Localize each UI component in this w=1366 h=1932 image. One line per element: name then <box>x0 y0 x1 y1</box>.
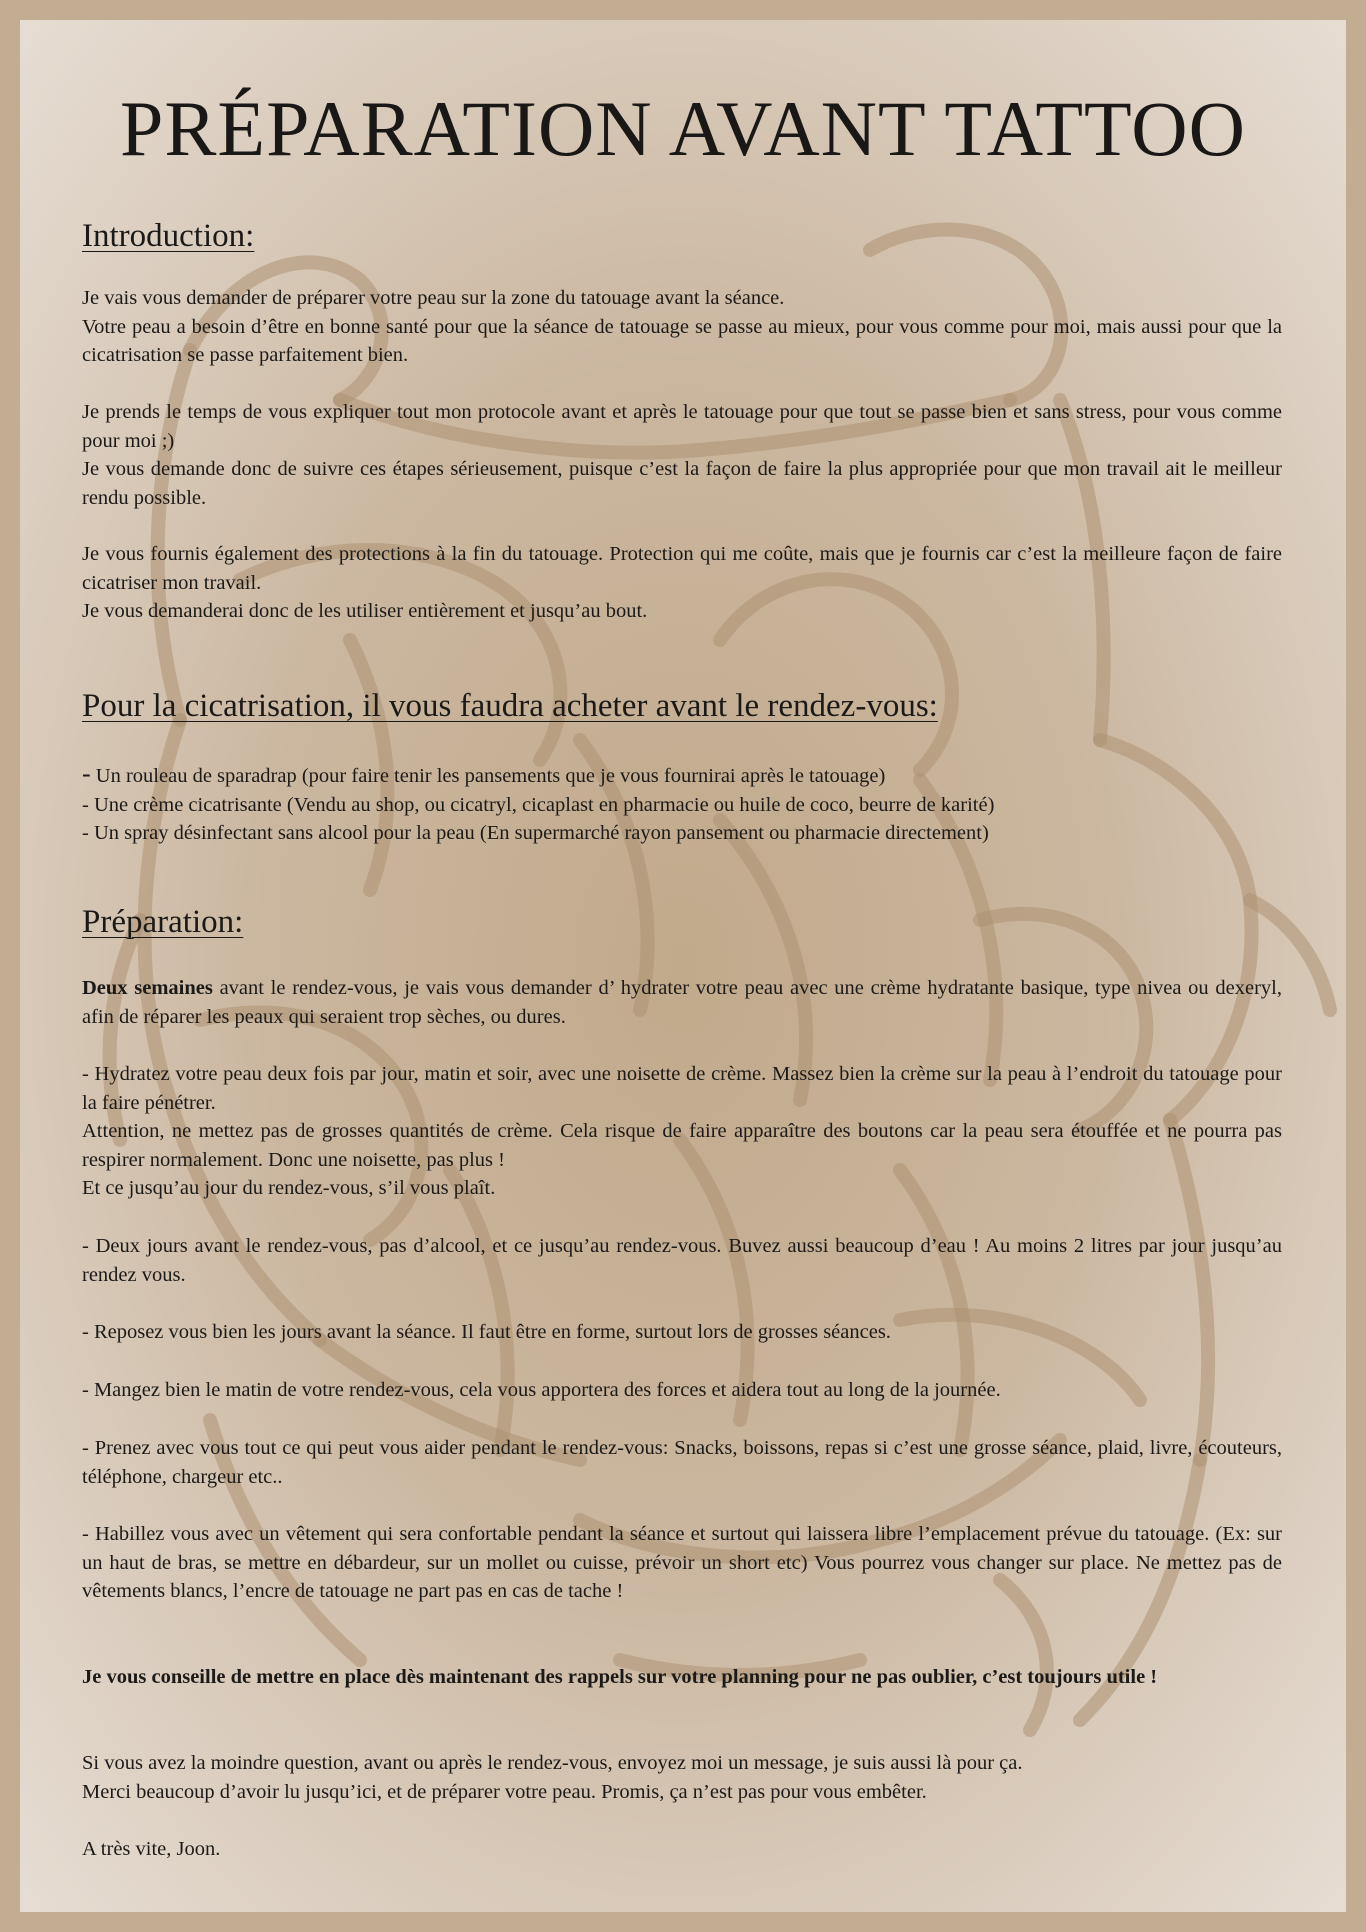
list-item: - Un spray désinfectant sans alcool pour la peau (En supermarché rayon pansement ou pharmacie directement) <box>82 822 989 844</box>
intro-paragraph: Je prends le temps de vous expliquer tout mon protocole avant et après le tatouage pour que tout se passe bien et sans stress, pour vous comme pour moi ;) <box>82 401 1282 452</box>
introduction-section <box>82 540 1282 626</box>
cicatrisation-heading: Pour la cicatrisation, il vous faudra acheter avant le rendez-vous: <box>82 688 938 724</box>
instruction-bring: - Prenez avec vous tout ce qui peut vous aider pendant le rendez-vous: Snacks, boissons, repas si c’est une grosse séance, plaid, livre, écouteurs, téléphone, chargeur etc.. <box>82 1437 1282 1488</box>
preparation-heading: Préparation: <box>82 904 244 940</box>
instruction-eat: - Mangez bien le matin de votre rendez-vous, cela vous apportera des forces et aidera tout au long de la journée. <box>82 1379 1001 1401</box>
reminder-note: Je vous conseille de mettre en place dès maintenant des rappels sur votre planning pour ne pas oublier, c’est toujours utile ! <box>82 1666 1158 1688</box>
page-title: PRÉPARATION AVANT TATTOO <box>120 85 1246 172</box>
list-item: - Une crème cicatrisante (Vendu au shop, ou cicatryl, cicaplast en pharmacie ou huile de coco, beurre de karité) <box>82 793 995 816</box>
introduction-section <box>82 398 1282 512</box>
intro-paragraph: Je vous demanderai donc de les utiliser entièrement et jusqu’au bout. <box>82 600 648 622</box>
closing-message: Si vous avez la moindre question, avant ou après le rendez-vous, envoyez moi un message, je suis aussi là pour ça. Merci beaucoup d’avoir lu jusqu’ici, et de préparer votre peau. Promis, ça n’est pas pour vous embêter. <box>82 1752 1023 1803</box>
emphasis-two-weeks: Deux semaines <box>82 977 213 999</box>
preparation-intro: Deux semaines avant le rendez-vous, je vais vous demander d’ hydrater votre peau avec une crème hydratante basique, type nivea ou dexeryl, afin de réparer les peaux qui seraient trop sèches, ou dures. <box>82 977 1282 1028</box>
instruction-rest: - Reposez vous bien les jours avant la séance. Il faut être en forme, surtout lors de grosses séances. <box>82 1321 891 1343</box>
intro-paragraph: Je vous fournis également des protections à la fin du tatouage. Protection qui me coûte, mais que je fournis car c’est la meilleure façon de faire cicatriser mon travail. <box>82 543 1282 594</box>
intro-paragraph: Votre peau a besoin d’être en bonne santé pour que la séance de tatouage se passe au mieux, pour vous comme pour moi, mais aussi pour que la cicatrisation se passe parfaitement bien. <box>82 315 1282 366</box>
instruction-clothing: - Habillez vous avec un vêtement qui sera confortable pendant la séance et surtout qui laissera libre l’emplacement prévue du tatouage. (Ex: sur un haut de bras, se mettre en débardeur, sur un mollet ou cuisse, prévoir un short etc) Vous pourrez vous changer sur place. Ne mettez pas de vêtements blancs, l’encre de tatouage ne part pas en cas de tache ! <box>82 1523 1282 1602</box>
signature: A très vite, Joon. <box>82 1838 221 1860</box>
list-item: - Un rouleau de sparadrap (pour faire tenir les pansements que je vous fournirai après le tatouage) <box>82 759 886 788</box>
introduction-section <box>82 284 1282 370</box>
intro-paragraph: Je vais vous demander de préparer votre peau sur la zone du tatouage avant la séance. <box>82 287 785 309</box>
introduction-heading: Introduction: <box>82 218 255 254</box>
intro-paragraph: Je vous demande donc de suivre ces étapes sérieusement, puisque c’est la façon de faire la plus appropriée pour que mon travail ait le meilleur rendu possible. <box>82 458 1282 509</box>
cicatrisation-list <box>82 760 1282 848</box>
instruction-alcohol: - Deux jours avant le rendez-vous, pas d’alcool, et ce jusqu’au rendez-vous. Buvez aussi beaucoup d’eau ! Au moins 2 litres par jour jusqu’au rendez vous. <box>82 1235 1282 1286</box>
hydration-instructions: - Hydratez votre peau deux fois par jour, matin et soir, avec une noisette de crème. Massez bien la crème sur la peau à l’endroit du tatouage pour la faire pénétrer. Attention, ne mettez pas de grosses quantités de crème. Cela risque de faire apparaître des boutons car la peau sera étouffée et ne pourra pas respirer normalement. Donc une noisette, pas plus ! Et ce jusqu’au jour du rendez-vous, s’il vous plaît. <box>82 1063 1282 1199</box>
document-page <box>20 20 1346 1912</box>
